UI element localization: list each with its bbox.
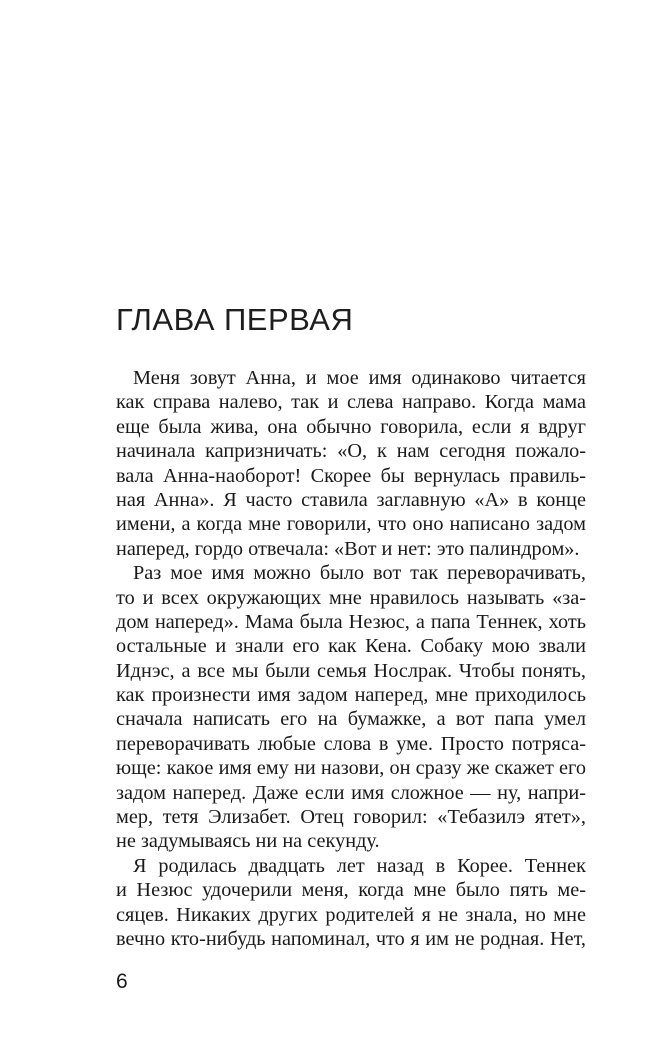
text-line: не задумываясь ни на секунду. [116, 830, 380, 853]
text-line: Раз мое имя можно было вот так переворачивать, [133, 562, 586, 585]
text-line: как произнести имя задом наперед, мне приходилось [116, 684, 586, 707]
text-line: еще была жива, она обычно говорила, если я вдруг [116, 415, 586, 438]
page-number: 6 [116, 970, 128, 993]
text-line: задом наперед. Даже если имя сложное — ну, напри- [116, 781, 586, 804]
body-text [116, 366, 586, 951]
text-line: Я родилась двадцать лет назад в Корее. Теннек [133, 854, 586, 877]
text-line: дом наперед». Мама была Незюс, а папа Теннек, хоть [116, 610, 586, 633]
text-line: и Незюс удочерили меня, когда мне было пять ме- [116, 879, 586, 902]
text-line: как справа налево, так и слева направо. Когда мама [116, 391, 586, 414]
text-line: сначала написать его на бумажке, а вот папа умел [116, 708, 586, 731]
text-line: то и всех окружающих мне нравилось называть «за- [116, 586, 586, 609]
text-line: юще: какое имя ему ни назови, он сразу же скажет его [116, 757, 586, 780]
text-line: ная Анна». Я часто ставила заглавную «А» в конце [116, 488, 586, 511]
text-line: переворачивать любые слова в уме. Просто потряса- [116, 732, 586, 755]
text-line: вечно кто-нибудь напоминал, что я им не родная. Нет, [116, 927, 586, 950]
text-line: остальные и знали его как Кена. Собаку мою звали [116, 635, 586, 658]
text-line: начинала капризничать: «О, к нам сегодня пожало- [116, 440, 586, 463]
text-line: сяцев. Никаких других родителей я не знала, но мне [116, 903, 586, 926]
text-line: вала Анна-наоборот! Скорее бы вернулась правиль- [116, 464, 586, 487]
text-line: наперед, гордо отвечала: «Вот и нет: это палиндром». [116, 537, 580, 560]
text-line: Меня зовут Анна, и мое имя одинаково читается [133, 367, 586, 389]
chapter-title: ГЛАВА ПЕРВАЯ [116, 302, 354, 337]
text-line: имени, а когда мне говорили, что оно написано задом [116, 513, 586, 536]
text-line: Иднэс, а все мы были семья Нослрак. Чтобы понять, [116, 659, 586, 682]
text-line: мер, тетя Элизабет. Отец говорил: «Тебазилэ ятет», [116, 806, 586, 829]
